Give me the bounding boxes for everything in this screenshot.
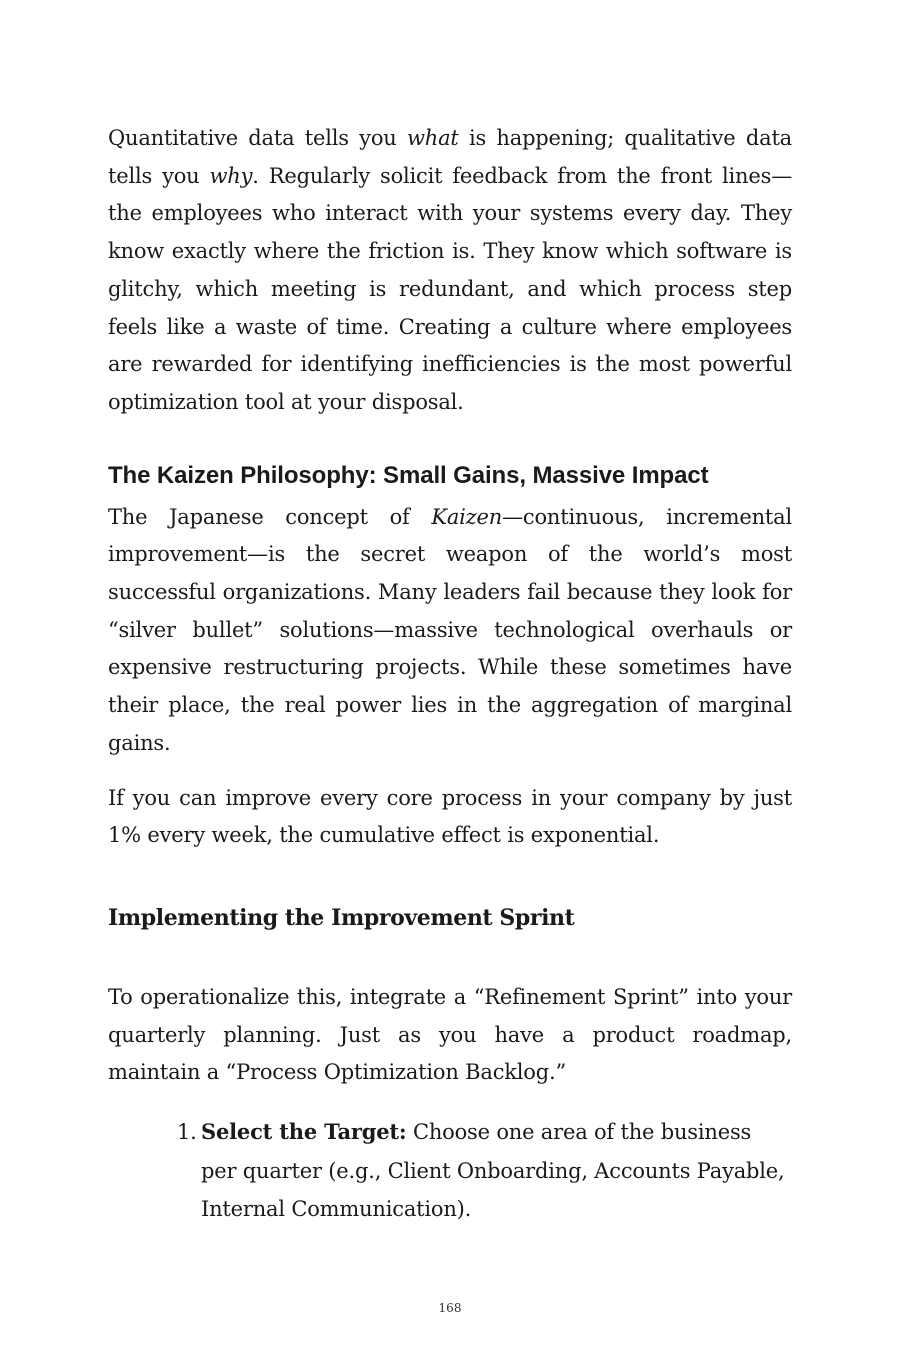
paragraph-kaizen bbox=[108, 499, 792, 763]
steps-list bbox=[108, 1113, 792, 1229]
list-item-text: Choose one area of the business per quarter (e.g., Client Onboarding, Accounts Payable, Internal Communication). bbox=[201, 1120, 785, 1222]
text-run: Quantitative data tells you bbox=[108, 126, 407, 150]
emphasis-what: what bbox=[406, 126, 459, 150]
list-item-number: 1. bbox=[177, 1120, 197, 1145]
emphasis-why: why bbox=[209, 163, 253, 188]
page-content bbox=[108, 120, 792, 1229]
list-item-label: Select the Target: bbox=[201, 1119, 407, 1145]
text-run: . Regularly solicit feedback from the front lines—the employees who interact with your systems every day. They know exactly where the friction is. They know which software is glitchy, which meeting is redundant, and which process step feels like a waste of time. Creating a culture where employees are rewarded for identifying inefficiencies is the most powerful optimization tool at your disposal. bbox=[108, 163, 792, 414]
emphasis-kaizen: Kaizen bbox=[431, 504, 503, 529]
text-run: is happening; qualitative data tells you bbox=[108, 126, 793, 188]
text-run: —continuous, incremental improvement—is the secret weapon of the world’s most successful organizations. Many leaders fail because they look for “silver bullet” solutions—massive technological overhauls or expensive restructuring projects. While these sometimes have their place, the real power lies in the aggregation of marginal gains. bbox=[108, 504, 793, 755]
page-number: 168 bbox=[438, 1301, 462, 1315]
sub-heading-improvement-sprint: Implementing the Improvement Sprint bbox=[108, 904, 575, 931]
section-heading-kaizen: The Kaizen Philosophy: Small Gains, Massive Impact bbox=[108, 461, 709, 489]
paragraph-refinement-sprint: To operationalize this, integrate a “Refinement Sprint” into your quarterly planning. Just as you have a product roadmap, maintain a “Process Optimization Backlog.” bbox=[108, 984, 792, 1085]
paragraph-feedback bbox=[108, 120, 792, 422]
paragraph-one-percent: If you can improve every core process in your company by just 1% every week, the cumulative effect is exponential. bbox=[108, 785, 792, 848]
text-run: The Japanese concept of bbox=[108, 504, 432, 529]
list-item bbox=[177, 1113, 792, 1229]
